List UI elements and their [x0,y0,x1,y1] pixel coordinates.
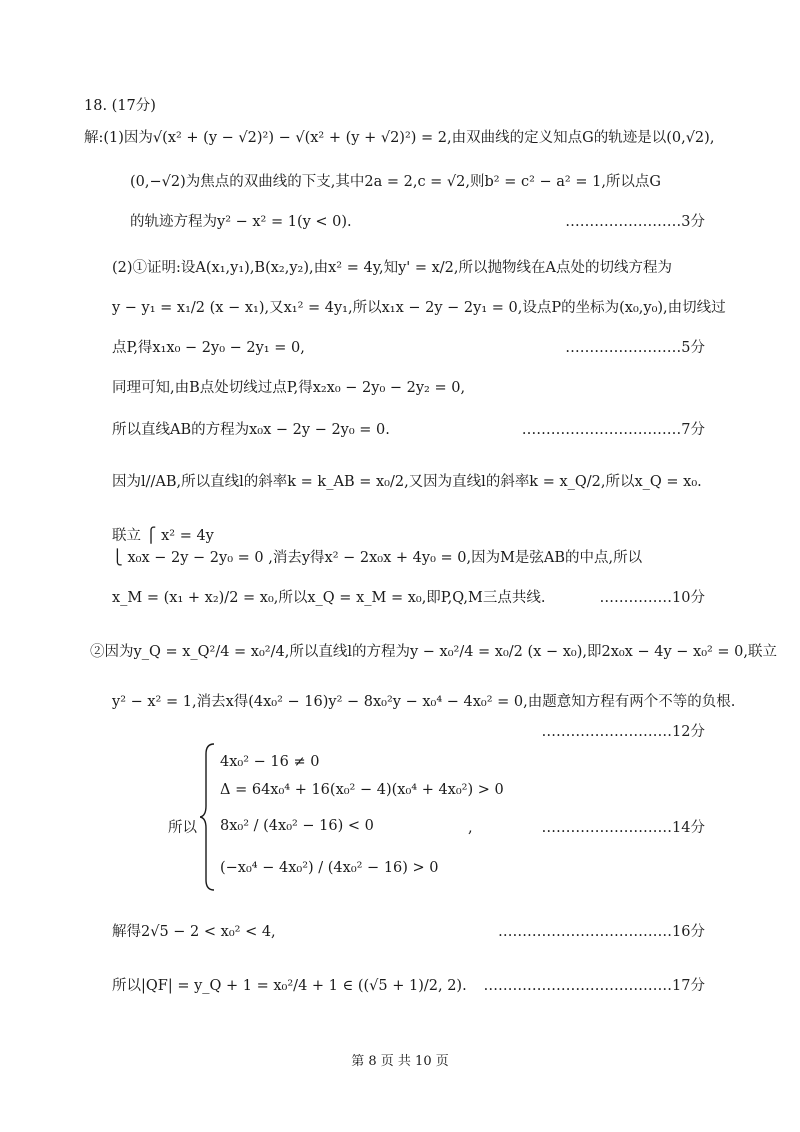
part2a-line2: y − y₁ = x₁/2 (x − x₁),又x₁² = 4y₁,所以x₁x − 2y − 2y₁ = 0,设点P的坐标为(x₀,y₀),由切线过 [112,300,726,316]
part2a-line3: 点P,得x₁x₀ − 2y₀ − 2y₁ = 0, [112,340,305,356]
system-label: 所以 [168,820,197,836]
score-17: …………………………………17分 [483,978,705,994]
problem-header: 18. (17分) [84,98,156,114]
system-line-2: Δ = 64x₀⁴ + 16(x₀² − 4)(x₀⁴ + 4x₀²) > 0 [220,782,504,798]
part2b-line3: 解得2√5 − 2 < x₀² < 4, [112,924,276,940]
part2a-system-line-b: ⎩ x₀x − 2y − 2y₀ = 0 ,消去y得x² − 2x₀x + 4y₀ = 0,因为M是弦AB的中点,所以 [112,550,643,566]
part2a-line5: 所以直线AB的方程为x₀x − 2y − 2y₀ = 0. [112,422,390,438]
system-line-4: (−x₀⁴ − 4x₀²) / (4x₀² − 16) > 0 [220,860,439,876]
system-brace [200,742,218,892]
part1-line2: (0,−√2)为焦点的双曲线的下支,其中2a = 2,c = √2,则b² = c² − a² = 1,所以点G [130,174,662,190]
part2b-line4: 所以|QF| = y_Q + 1 = x₀²/4 + 1 ∈ ((√5 + 1)/2, 2). [112,978,467,994]
part2a-line4: 同理可知,由B点处切线过点P,得x₂x₀ − 2y₀ − 2y₂ = 0, [112,380,466,396]
part1-line1: 解:(1)因为√(x² + (y − √2)²) − √(x² + (y + √2)²) = 2,由双曲线的定义知点G的轨迹是以(0,√2), [84,130,715,146]
part2b-line2: y² − x² = 1,消去x得(4x₀² − 16)y² − 8x₀²y − x₀⁴ − 4x₀² = 0,由题意知方程有两个不等的负根. [112,694,736,710]
score-14: ………………………14分 [541,820,705,836]
score-5: ……………………5分 [565,340,705,356]
score-10: ……………10分 [599,590,705,606]
system-line-3: 8x₀² / (4x₀² − 16) < 0 [220,818,374,834]
part2a-system-line-a: 联立 ⎧ x² = 4y [112,528,214,544]
part2a-line6: 因为l//AB,所以直线l的斜率k = k_AB = x₀/2,又因为直线l的斜率k = x_Q/2,所以x_Q = x₀. [112,474,702,490]
system-comma: , [468,820,473,836]
score-7: ……………………………7分 [521,422,705,438]
part2a-line8: x_M = (x₁ + x₂)/2 = x₀,所以x_Q = x_M = x₀,即P,Q,M三点共线. [112,590,546,606]
page-footer: 第 8 页 共 10 页 [351,1054,449,1069]
part2a-line1: (2)①证明:设A(x₁,y₁),B(x₂,y₂),由x² = 4y,知y' = x/2,所以抛物线在A点处的切线方程为 [112,260,672,276]
system-line-1: 4x₀² − 16 ≠ 0 [220,754,320,770]
part1-line3: 的轨迹方程为y² − x² = 1(y < 0). [130,214,352,230]
score-12: ………………………12分 [541,724,705,740]
score-16: ………………………………16分 [498,924,705,940]
part2b-line1: ②因为y_Q = x_Q²/4 = x₀²/4,所以直线l的方程为y − x₀²/4 = x₀/2 (x − x₀),即2x₀x − 4y − x₀² = 0,联立 [90,644,778,660]
score-3: ……………………3分 [565,214,705,230]
